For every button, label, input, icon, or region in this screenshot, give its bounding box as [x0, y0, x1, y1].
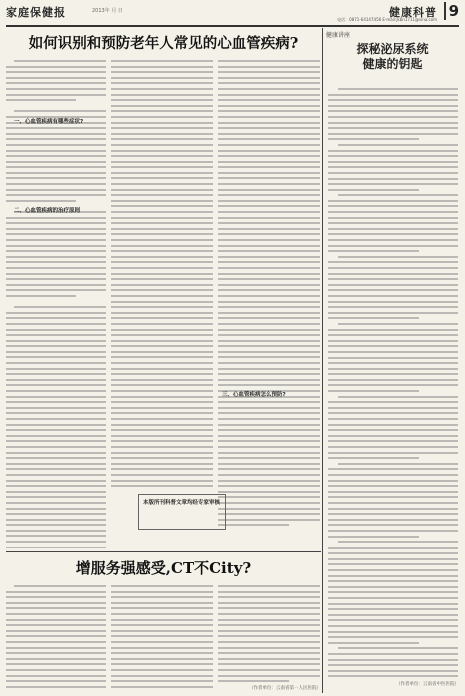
- sidebar-label: 健康讲座: [326, 32, 351, 39]
- ct-article-column-3: [218, 585, 320, 683]
- main-article-title: 如何识别和预防老年人常见的心血管疾病?: [28, 35, 299, 52]
- ct-article-column-1: [6, 585, 106, 690]
- note-box: [138, 494, 226, 530]
- ct-article-title: 增服务强感受,CT不City?: [75, 559, 252, 577]
- main-article-column-1: [6, 60, 106, 548]
- sidebar-title-line-2: 健康的钥匙: [362, 57, 423, 71]
- column-name: 健康科普: [389, 6, 437, 19]
- column-divider: [322, 28, 323, 693]
- ct-article-footer: （作者单位：云南省第一人民医院）: [249, 686, 321, 691]
- page-number: 9: [444, 2, 459, 20]
- ct-article-column-2: [111, 585, 213, 690]
- main-subhead-2: 二、心血管疾病的治疗原则: [14, 208, 81, 214]
- article-divider: [6, 551, 321, 552]
- sidebar-title: [326, 42, 459, 72]
- main-article-column-3: [218, 60, 320, 548]
- issue-date: 2013年 月 日: [92, 8, 123, 14]
- sidebar-title-line-1: 探秘泌尿系统: [356, 42, 429, 56]
- newspaper-name: 家庭保健报: [6, 6, 66, 19]
- contact-line: 电话：0871-64147456 E-mail:jkbn1711@sina.com: [337, 17, 437, 22]
- sidebar-body: [328, 88, 458, 678]
- page-header: [6, 3, 459, 27]
- main-subhead-1: 一、心血管疾病有哪些症状?: [14, 119, 84, 125]
- main-article-column-2: [111, 60, 213, 490]
- main-subhead-3: 三、心血管疾病怎么预防?: [222, 392, 286, 398]
- note-box-text: 本版所刊科普文章均经专家审核: [143, 500, 221, 506]
- sidebar-footer: （作者单位：云南省中医医院）: [396, 682, 459, 687]
